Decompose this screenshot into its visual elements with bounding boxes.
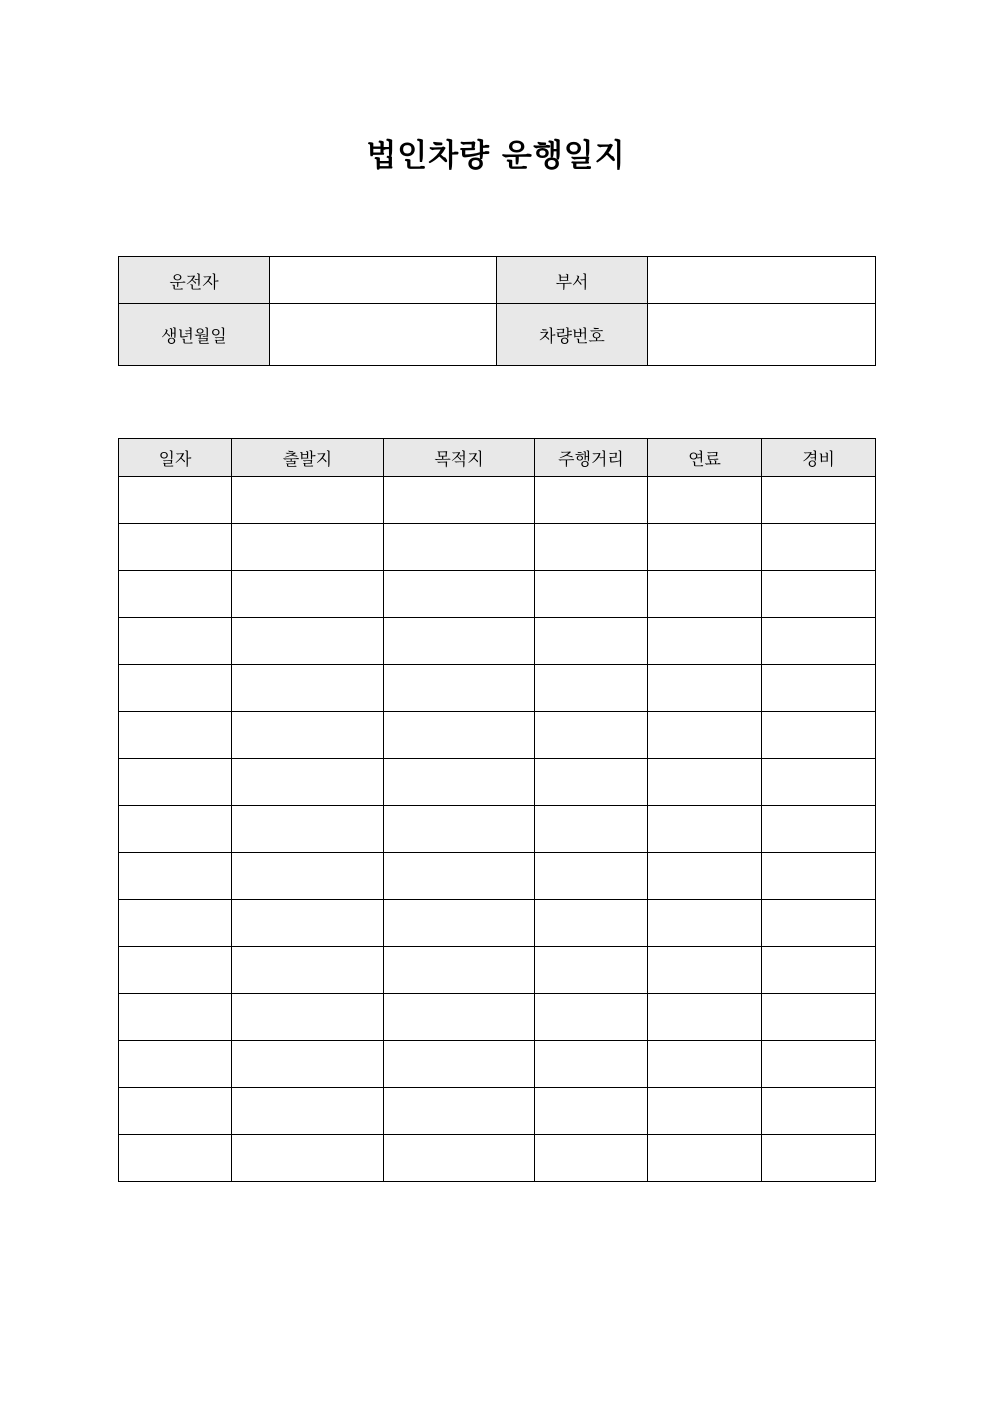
date-cell[interactable] — [119, 1088, 232, 1135]
destination-cell[interactable] — [384, 994, 535, 1041]
department-label: 부서 — [497, 257, 648, 304]
birthdate-label: 생년월일 — [119, 304, 270, 366]
date-cell[interactable] — [119, 712, 232, 759]
date-cell[interactable] — [119, 477, 232, 524]
fuel-cell[interactable] — [648, 571, 762, 618]
date-cell[interactable] — [119, 994, 232, 1041]
department-field[interactable] — [648, 257, 876, 304]
fuel-cell[interactable] — [648, 1135, 762, 1182]
distance-cell[interactable] — [535, 477, 648, 524]
distance-cell[interactable] — [535, 1088, 648, 1135]
table-row — [119, 759, 876, 806]
table-row — [119, 524, 876, 571]
fuel-cell[interactable] — [648, 806, 762, 853]
origin-cell[interactable] — [232, 806, 384, 853]
column-header-distance: 주행거리 — [535, 439, 648, 477]
origin-cell[interactable] — [232, 759, 384, 806]
expense-cell[interactable] — [762, 665, 876, 712]
expense-cell[interactable] — [762, 477, 876, 524]
expense-cell[interactable] — [762, 806, 876, 853]
column-header-destination: 목적지 — [384, 439, 535, 477]
destination-cell[interactable] — [384, 1135, 535, 1182]
fuel-cell[interactable] — [648, 477, 762, 524]
date-cell[interactable] — [119, 806, 232, 853]
document-title: 법인차량 운행일지 — [366, 138, 626, 174]
expense-cell[interactable] — [762, 1088, 876, 1135]
destination-cell[interactable] — [384, 571, 535, 618]
table-row — [119, 477, 876, 524]
fuel-cell[interactable] — [648, 1088, 762, 1135]
driver-label: 운전자 — [119, 257, 270, 304]
date-cell[interactable] — [119, 665, 232, 712]
origin-cell[interactable] — [232, 994, 384, 1041]
distance-cell[interactable] — [535, 759, 648, 806]
distance-cell[interactable] — [535, 571, 648, 618]
driver-field[interactable] — [270, 257, 497, 304]
fuel-cell[interactable] — [648, 900, 762, 947]
distance-cell[interactable] — [535, 524, 648, 571]
fuel-cell[interactable] — [648, 618, 762, 665]
column-header-fuel: 연료 — [648, 439, 762, 477]
date-cell[interactable] — [119, 853, 232, 900]
destination-cell[interactable] — [384, 1041, 535, 1088]
date-cell[interactable] — [119, 1041, 232, 1088]
table-row — [119, 994, 876, 1041]
date-cell[interactable] — [119, 1135, 232, 1182]
column-header-origin: 출발지 — [232, 439, 384, 477]
driver-info-table — [118, 256, 876, 366]
date-cell[interactable] — [119, 524, 232, 571]
destination-cell[interactable] — [384, 947, 535, 994]
table-row — [119, 712, 876, 759]
destination-cell[interactable] — [384, 853, 535, 900]
fuel-cell[interactable] — [648, 759, 762, 806]
birthdate-field[interactable] — [270, 304, 497, 366]
date-cell[interactable] — [119, 759, 232, 806]
expense-cell[interactable] — [762, 1041, 876, 1088]
origin-cell[interactable] — [232, 1041, 384, 1088]
destination-cell[interactable] — [384, 900, 535, 947]
expense-cell[interactable] — [762, 994, 876, 1041]
column-header-expense: 경비 — [762, 439, 876, 477]
distance-cell[interactable] — [535, 947, 648, 994]
date-cell[interactable] — [119, 618, 232, 665]
fuel-cell[interactable] — [648, 1041, 762, 1088]
driver-info-row — [119, 257, 876, 304]
expense-cell[interactable] — [762, 759, 876, 806]
destination-cell[interactable] — [384, 524, 535, 571]
expense-cell[interactable] — [762, 947, 876, 994]
origin-cell[interactable] — [232, 1135, 384, 1182]
fuel-cell[interactable] — [648, 665, 762, 712]
expense-cell[interactable] — [762, 853, 876, 900]
expense-cell[interactable] — [762, 524, 876, 571]
origin-cell[interactable] — [232, 618, 384, 665]
origin-cell[interactable] — [232, 477, 384, 524]
destination-cell[interactable] — [384, 712, 535, 759]
date-cell[interactable] — [119, 571, 232, 618]
origin-cell[interactable] — [232, 524, 384, 571]
destination-cell[interactable] — [384, 1088, 535, 1135]
destination-cell[interactable] — [384, 618, 535, 665]
destination-cell[interactable] — [384, 759, 535, 806]
origin-cell[interactable] — [232, 665, 384, 712]
distance-cell[interactable] — [535, 665, 648, 712]
origin-cell[interactable] — [232, 853, 384, 900]
fuel-cell[interactable] — [648, 712, 762, 759]
table-row — [119, 571, 876, 618]
date-cell[interactable] — [119, 900, 232, 947]
origin-cell[interactable] — [232, 947, 384, 994]
origin-cell[interactable] — [232, 571, 384, 618]
table-row — [119, 806, 876, 853]
destination-cell[interactable] — [384, 665, 535, 712]
destination-cell[interactable] — [384, 806, 535, 853]
destination-cell[interactable] — [384, 477, 535, 524]
column-header-date: 일자 — [119, 439, 232, 477]
vehicle-number-field[interactable] — [648, 304, 876, 366]
fuel-cell[interactable] — [648, 947, 762, 994]
table-row — [119, 1135, 876, 1182]
distance-cell[interactable] — [535, 712, 648, 759]
vehicle-number-label: 차량번호 — [497, 304, 648, 366]
distance-cell[interactable] — [535, 853, 648, 900]
driving-log-body — [119, 439, 876, 1182]
distance-cell[interactable] — [535, 1041, 648, 1088]
fuel-cell[interactable] — [648, 524, 762, 571]
driving-log-table — [118, 438, 876, 1182]
fuel-cell[interactable] — [648, 994, 762, 1041]
table-row — [119, 947, 876, 994]
expense-cell[interactable] — [762, 712, 876, 759]
fuel-cell[interactable] — [648, 853, 762, 900]
distance-cell[interactable] — [535, 900, 648, 947]
expense-cell[interactable] — [762, 571, 876, 618]
origin-cell[interactable] — [232, 1088, 384, 1135]
date-cell[interactable] — [119, 947, 232, 994]
driver-info-row — [119, 304, 876, 366]
table-header-row — [119, 439, 876, 477]
origin-cell[interactable] — [232, 712, 384, 759]
distance-cell[interactable] — [535, 806, 648, 853]
expense-cell[interactable] — [762, 900, 876, 947]
table-row — [119, 618, 876, 665]
expense-cell[interactable] — [762, 1135, 876, 1182]
table-row — [119, 900, 876, 947]
table-row — [119, 665, 876, 712]
origin-cell[interactable] — [232, 900, 384, 947]
table-row — [119, 853, 876, 900]
expense-cell[interactable] — [762, 618, 876, 665]
table-row — [119, 1041, 876, 1088]
distance-cell[interactable] — [535, 994, 648, 1041]
table-row — [119, 1088, 876, 1135]
distance-cell[interactable] — [535, 1135, 648, 1182]
distance-cell[interactable] — [535, 618, 648, 665]
